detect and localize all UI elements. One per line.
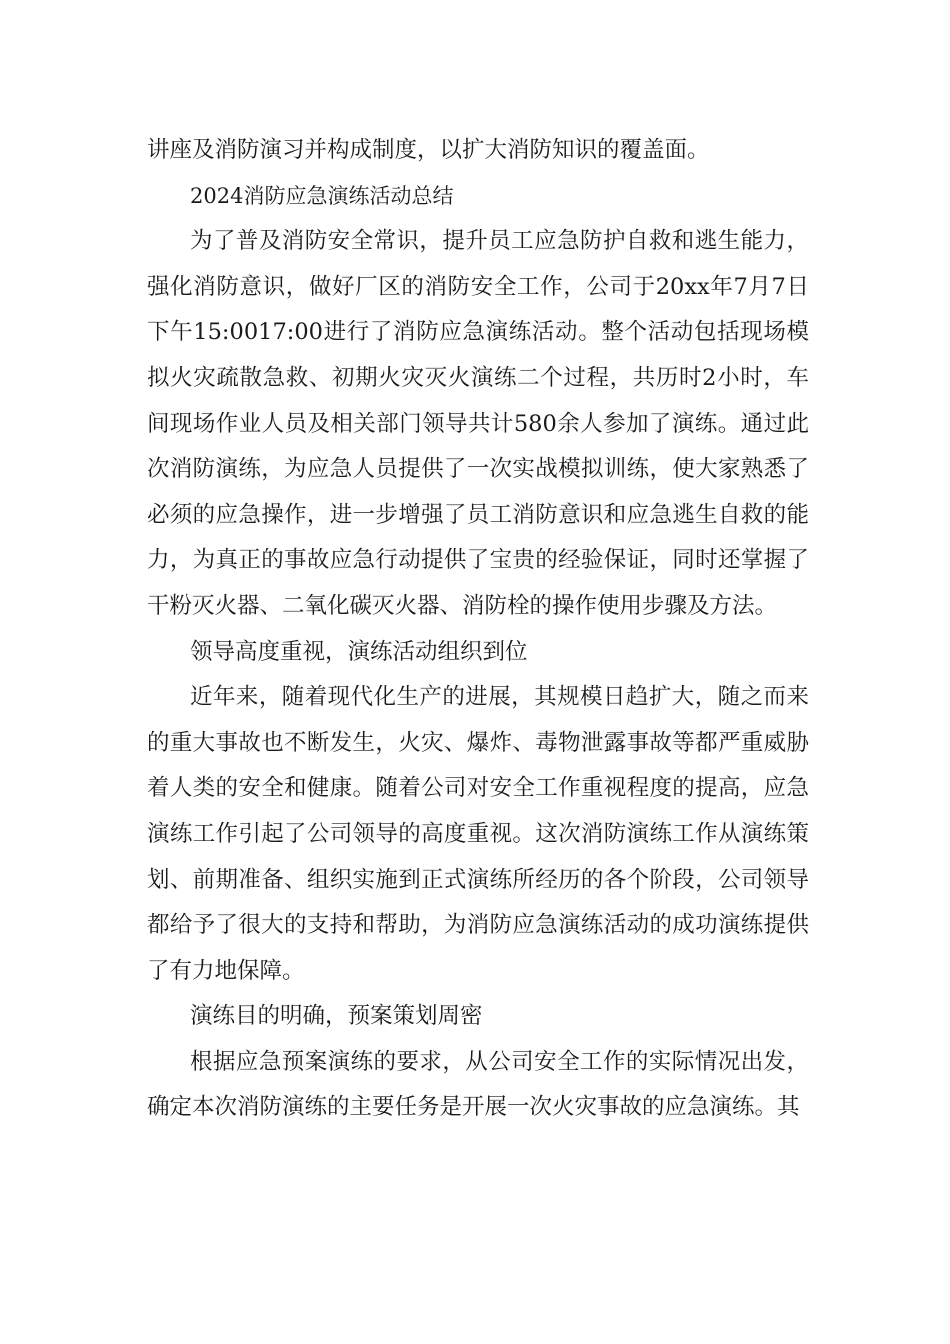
section-heading-purpose: 演练目的明确，预案策划周密 [190,1003,483,1030]
paragraph-intro: 为了普及消防安全常识，提升员工应急防护自救和逃生能力，强化消防意识，做好厂区的消防安全工作，公司于20xx年7月7日下午15:0017:00进行了消防应急演练活动。整个活动包括现场模拟火灾疏散急救、初期火灾灭火演练二个过程，共历时2小时，车间现场作业人员及相关部门领导共计580余人参加了演练。通过此次消防演练，为应急人员提供了一次实战模拟训练，使大家熟悉了必须的应急操作，进一步增强了员工消防意识和应急逃生自救的能力，为真正的事故应急行动提供了宝贵的经验保证，同时还掌握了干粉灭火器、二氧化碳灭火器、消防栓的操作使用步骤及方法。 [147,228,809,619]
document-body [147,128,809,1131]
section-heading-leadership: 领导高度重视，演练活动组织到位 [190,638,528,665]
paragraph-leadership: 近年来，随着现代化生产的进展，其规模日趋扩大，随之而来的重大事故也不断发生，火灾、爆炸、毒物泄露事故等都严重威胁着人类的安全和健康。随着公司对安全工作重视程度的提高，应急演练工作引起了公司领导的高度重视。这次消防演练工作从演练策划、前期准备、组织实施到正式演练所经历的各个阶段，公司领导都给予了很大的支持和帮助，为消防应急演练活动的成功演练提供了有力地保障。 [147,684,809,984]
paragraph-purpose: 根据应急预案演练的要求，从公司安全工作的实际情况出发，确定本次消防演练的主要任务是开展一次火灾事故的应急演练。其 [147,1048,809,1121]
paragraph-continuation: 讲座及消防演习并构成制度，以扩大消防知识的覆盖面。 [147,137,710,163]
section-heading-summary: 2024消防应急演练活动总结 [190,183,454,208]
